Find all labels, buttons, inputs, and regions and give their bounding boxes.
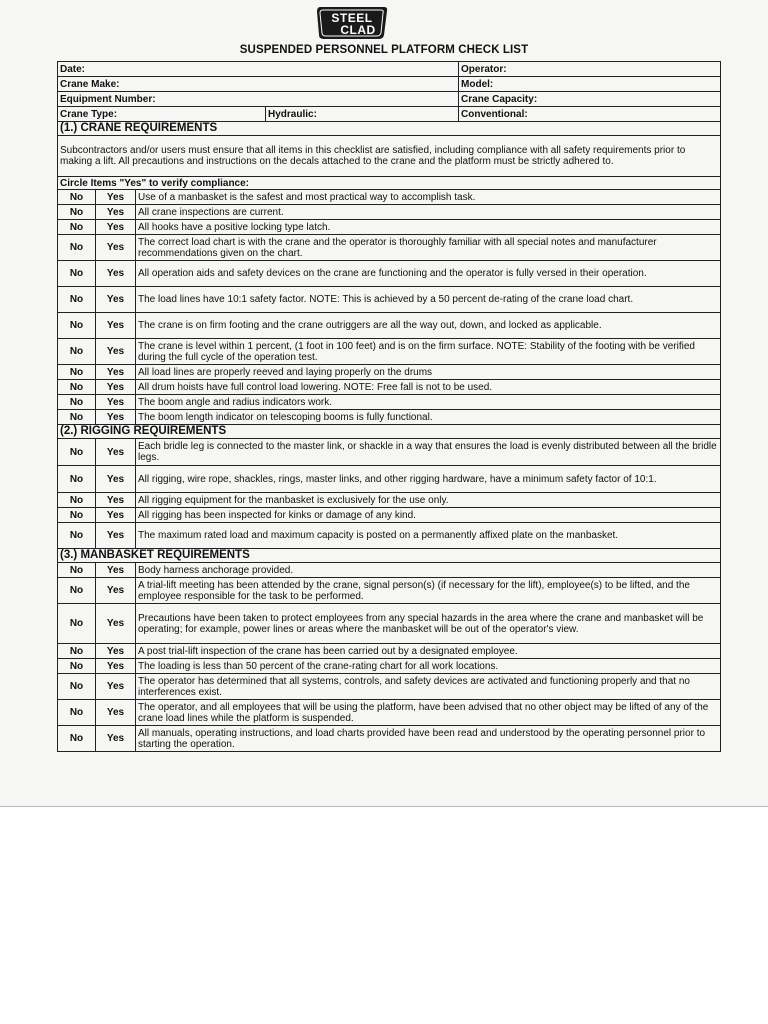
checklist-row [58,313,721,339]
requirement-text: A trial-lift meeting has been attended by the crane, signal person(s) (if necessary for the lift), employee(s) to be lifted, and the employee responsible for the task to be performed. [136,578,721,604]
header-row [58,77,721,92]
no-option[interactable]: No [58,700,96,726]
checklist-row [58,659,721,674]
no-option[interactable]: No [58,508,96,523]
yes-option[interactable]: Yes [96,523,136,549]
yes-option[interactable]: Yes [96,700,136,726]
equipment-number-field[interactable]: Equipment Number: [58,92,459,107]
no-option[interactable]: No [58,235,96,261]
yes-option[interactable]: Yes [96,380,136,395]
no-option[interactable]: No [58,659,96,674]
requirement-text: All load lines are properly reeved and laying properly on the drums [136,365,721,380]
checklist-row [58,220,721,235]
instruction-row [58,177,721,190]
checklist-row [58,604,721,644]
requirement-text: Each bridle leg is connected to the master link, or shackle in a way that ensures the load is evenly distributed between all the bridle legs. [136,439,721,466]
no-option[interactable]: No [58,365,96,380]
checklist-row [58,395,721,410]
requirement-text: All operation aids and safety devices on the crane are functioning and the operator is fully versed in their operation. [136,261,721,287]
crane-type-field[interactable]: Crane Type: [58,107,266,122]
no-option[interactable]: No [58,220,96,235]
page-title: SUSPENDED PERSONNEL PLATFORM CHECK LIST [239,44,529,56]
requirement-text: All rigging, wire rope, shackles, rings, master links, and other rigging hardware, have a minimum safety factor of 10:1. [136,466,721,493]
no-option[interactable]: No [58,190,96,205]
section-heading-row [58,425,721,439]
yes-option[interactable]: Yes [96,410,136,425]
checklist-row [58,380,721,395]
requirement-text: All manuals, operating instructions, and load charts provided have been read and understood by the operating personnel prior to starting the operation. [136,726,721,752]
checklist-row [58,700,721,726]
requirement-text: The operator has determined that all systems, controls, and safety devices are activated and functioning properly and that no interferences exist. [136,674,721,700]
crane-capacity-field[interactable]: Crane Capacity: [459,92,721,107]
requirement-text: All rigging equipment for the manbasket is exclusively for the use only. [136,493,721,508]
header-row [58,107,721,122]
requirement-text: Body harness anchorage provided. [136,563,721,578]
checklist-row [58,563,721,578]
no-option[interactable]: No [58,644,96,659]
checklist-row [58,644,721,659]
checklist-row [58,287,721,313]
yes-option[interactable]: Yes [96,493,136,508]
checklist-row [58,261,721,287]
no-option[interactable]: No [58,395,96,410]
model-field[interactable]: Model: [459,77,721,92]
checklist-row [58,235,721,261]
yes-option[interactable]: Yes [96,261,136,287]
checklist-row [58,466,721,493]
requirement-text: The crane is level within 1 percent, (1 foot in 100 feet) and is on the firm surface. NOTE: Stability of the footing with be verified during the full cycle of the operation test. [136,339,721,365]
requirement-text: The operator, and all employees that will be using the platform, have been advised that no other object may be lifted of any of the crane load lines while the platform is suspended. [136,700,721,726]
checklist-row [58,439,721,466]
section-heading: (2.) RIGGING REQUIREMENTS [58,425,721,439]
section-heading-row [58,549,721,563]
hydraulic-field[interactable]: Hydraulic: [266,107,459,122]
section-heading-row [58,122,721,136]
requirement-text: The correct load chart is with the crane and the operator is thoroughly familiar with all special notes and manufacturer recommendations given on the chart. [136,235,721,261]
no-option[interactable]: No [58,466,96,493]
operator-field[interactable]: Operator: [459,62,721,77]
no-option[interactable]: No [58,380,96,395]
section-heading: (3.) MANBASKET REQUIREMENTS [58,549,721,563]
yes-option[interactable]: Yes [96,466,136,493]
checklist-row [58,674,721,700]
checklist-row [58,365,721,380]
yes-option[interactable]: Yes [96,659,136,674]
yes-option[interactable]: Yes [96,339,136,365]
requirement-text: All crane inspections are current. [136,205,721,220]
requirement-text: Use of a manbasket is the safest and most practical way to accomplish task. [136,190,721,205]
requirement-text: A post trial-lift inspection of the crane has been carried out by a designated employee. [136,644,721,659]
no-option[interactable]: No [58,493,96,508]
yes-option[interactable]: Yes [96,313,136,339]
no-option[interactable]: No [58,578,96,604]
requirement-text: The crane is on firm footing and the crane outriggers are all the way out, down, and locked as applicable. [136,313,721,339]
svg-text:CLAD: CLAD [340,23,376,37]
checklist-row [58,205,721,220]
requirement-text: Precautions have been taken to protect employees from any special hazards in the area where the crane and manbasket will be operating; for example, power lines or areas where the manbasket will be out of the operator's view. [136,604,721,644]
yes-option[interactable]: Yes [96,578,136,604]
intro-text: Subcontractors and/or users must ensure that all items in this checklist are satisfied, including compliance with all safety requirements prior to making a lift. All precautions and instructions on the decals attached to the crane and the platform must be strictly adhered to. [58,136,721,177]
header-row [58,62,721,77]
header-row [58,92,721,107]
conventional-field[interactable]: Conventional: [459,107,721,122]
no-option[interactable]: No [58,261,96,287]
requirement-text: The maximum rated load and maximum capacity is posted on a permanently affixed plate on the manbasket. [136,523,721,549]
checklist-row [58,410,721,425]
checklist-row [58,578,721,604]
checklist-row [58,190,721,205]
instruction-text: Circle Items "Yes" to verify compliance: [58,177,721,190]
no-option[interactable]: No [58,205,96,220]
checklist-row [58,493,721,508]
no-option[interactable]: No [58,313,96,339]
intro-row [58,136,721,177]
checklist-row [58,339,721,365]
crane-make-field[interactable]: Crane Make: [58,77,459,92]
yes-option[interactable]: Yes [96,439,136,466]
yes-option[interactable]: Yes [96,604,136,644]
requirement-text: All hooks have a positive locking type latch. [136,220,721,235]
yes-option[interactable]: Yes [96,235,136,261]
yes-option[interactable]: Yes [96,365,136,380]
yes-option[interactable]: Yes [96,395,136,410]
steel-clad-logo [314,4,390,42]
svg-text:STEEL: STEEL [331,11,373,25]
yes-option[interactable]: Yes [96,563,136,578]
no-option[interactable]: No [58,287,96,313]
yes-option[interactable]: Yes [96,287,136,313]
yes-option[interactable]: Yes [96,190,136,205]
checklist-row [58,726,721,752]
requirement-text: All drum hoists have full control load lowering. NOTE: Free fall is not to be used. [136,380,721,395]
checklist-row [58,508,721,523]
checklist-table [57,61,721,752]
requirement-text: The loading is less than 50 percent of the crane-rating chart for all work locations. [136,659,721,674]
yes-option[interactable]: Yes [96,644,136,659]
yes-option[interactable]: Yes [96,674,136,700]
no-option[interactable]: No [58,439,96,466]
checklist-row [58,523,721,549]
yes-option[interactable]: Yes [96,726,136,752]
no-option[interactable]: No [58,339,96,365]
yes-option[interactable]: Yes [96,220,136,235]
no-option[interactable]: No [58,410,96,425]
yes-option[interactable]: Yes [96,508,136,523]
no-option[interactable]: No [58,604,96,644]
no-option[interactable]: No [58,674,96,700]
section-heading: (1.) CRANE REQUIREMENTS [58,122,721,136]
requirement-text: The boom angle and radius indicators work. [136,395,721,410]
requirement-text: All rigging has been inspected for kinks or damage of any kind. [136,508,721,523]
no-option[interactable]: No [58,523,96,549]
requirement-text: The load lines have 10:1 safety factor. NOTE: This is achieved by a 50 percent de-rating of the crane load chart. [136,287,721,313]
yes-option[interactable]: Yes [96,205,136,220]
requirement-text: The boom length indicator on telescoping booms is fully functional. [136,410,721,425]
no-option[interactable]: No [58,563,96,578]
no-option[interactable]: No [58,726,96,752]
date-field[interactable]: Date: [58,62,459,77]
